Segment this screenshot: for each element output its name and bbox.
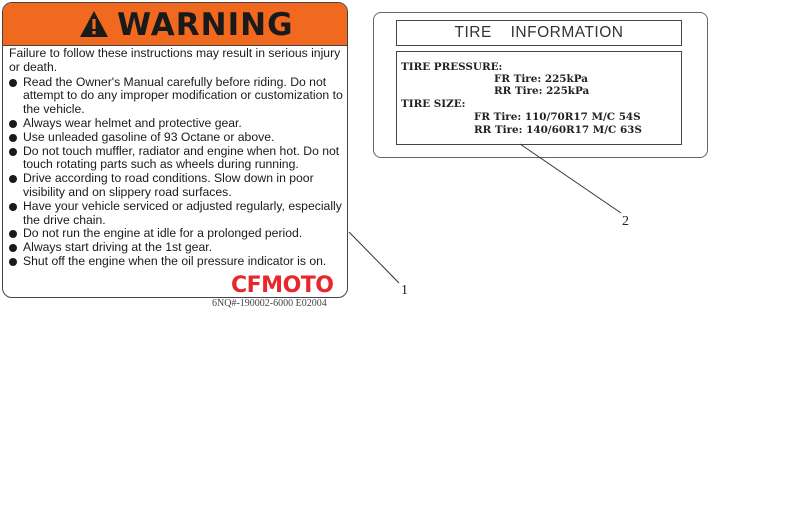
warning-item	[9, 145, 345, 173]
callout-number-1: 1	[401, 283, 408, 298]
warning-item	[9, 117, 345, 131]
warning-body	[9, 47, 345, 269]
tire-pressure-label: TIRE PRESSURE:	[401, 61, 503, 73]
warning-item-text: Do not run the engine at idle for a prolonged period.	[23, 226, 303, 241]
warning-item	[9, 200, 345, 228]
warning-item-text: Always wear helmet and protective gear.	[23, 115, 242, 130]
warning-item-text: Drive according to road conditions. Slow down in poor visibility and on slippery road surfaces.	[23, 171, 314, 199]
warning-item-text: Do not touch muffler, radiator and engine when hot. Do not touch rotating parts such as wheels during running.	[23, 143, 340, 172]
tire-details-box	[396, 51, 682, 145]
bullet-icon	[9, 134, 17, 142]
warning-item-text: Always start driving at the 1st gear.	[23, 240, 212, 255]
warning-item	[9, 227, 345, 241]
warning-list	[9, 76, 345, 269]
warning-label	[2, 2, 348, 298]
warning-item-text: Have your vehicle serviced or adjusted regularly, especially the drive chain.	[23, 198, 342, 227]
warning-item-text: Read the Owner's Manual carefully before riding. Do not attempt to do any improper modification or customization to the vehicle.	[23, 74, 343, 117]
callout-number-2: 2	[622, 214, 629, 229]
brand-logo: CFMOTO	[231, 273, 334, 298]
bullet-icon	[9, 175, 17, 183]
tire-size-label: TIRE SIZE:	[401, 98, 466, 110]
warning-title: WARNING	[117, 7, 294, 43]
bullet-icon	[9, 244, 17, 252]
warning-intro: Failure to follow these instructions may result in serious injury or death.	[9, 46, 341, 74]
tire-heading-box	[396, 20, 682, 46]
bullet-icon	[9, 79, 17, 87]
warning-item-text: Shut off the engine when the oil pressure indicator is on.	[23, 253, 327, 268]
bullet-icon	[9, 203, 17, 211]
warning-item	[9, 172, 345, 200]
part-number: 6NQ#-190002-6000 E02004	[212, 298, 327, 309]
bullet-icon	[9, 120, 17, 128]
warning-item	[9, 255, 345, 269]
warning-item	[9, 76, 345, 117]
warning-item	[9, 241, 345, 255]
front-tire-size: FR Tire: 110/70R17 M/C 54S	[474, 111, 641, 123]
bullet-icon	[9, 148, 17, 156]
rear-tire-size: RR Tire: 140/60R17 M/C 63S	[474, 124, 642, 136]
tire-heading: TIRE INFORMATION	[454, 24, 624, 41]
callout-line-1	[349, 232, 399, 283]
bullet-icon	[9, 258, 17, 266]
warning-triangle-icon	[79, 10, 109, 38]
warning-header	[3, 3, 347, 46]
front-tire-pressure: FR Tire: 225kPa	[494, 73, 589, 85]
bullet-icon	[9, 230, 17, 238]
rear-tire-pressure: RR Tire: 225kPa	[494, 85, 590, 97]
warning-item	[9, 131, 345, 145]
tire-information-label	[373, 12, 708, 158]
warning-item-text: Use unleaded gasoline of 93 Octane or above.	[23, 129, 275, 144]
